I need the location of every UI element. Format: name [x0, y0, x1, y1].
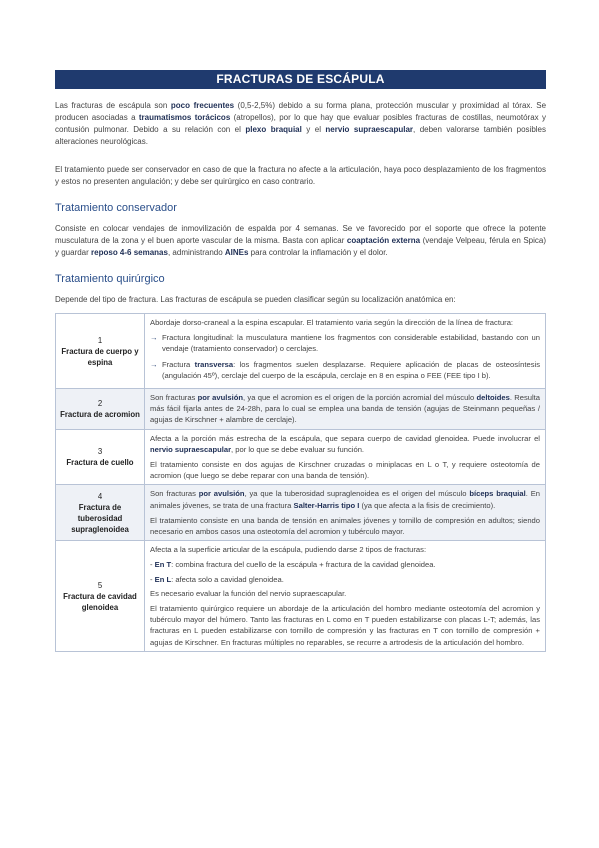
- text-run: : afecta solo a cavidad glenoidea.: [171, 574, 284, 584]
- list-item: [150, 332, 540, 354]
- fracture-number: 1: [97, 335, 103, 345]
- table-row: [56, 429, 546, 485]
- bold-text: reposo 4-6 semanas: [91, 248, 168, 257]
- fracture-description: [145, 389, 546, 430]
- fracture-type-label: [56, 389, 145, 430]
- fracture-number: 2: [97, 398, 103, 408]
- bold-text: deltoides: [476, 393, 510, 403]
- description-paragraph: [150, 544, 540, 555]
- list-item: [150, 359, 540, 381]
- quirurgico-intro: [55, 294, 546, 306]
- arrow-right-icon: →: [150, 359, 158, 369]
- fracture-description: [145, 541, 546, 652]
- fracture-classification-table: [55, 313, 546, 652]
- text-run: Son fracturas: [150, 489, 199, 499]
- text-run: , administrando: [167, 248, 225, 257]
- list-item-text: [162, 359, 540, 381]
- bold-text: nervio supraescapular: [150, 444, 232, 454]
- table-row: [56, 314, 546, 389]
- text-run: Son fracturas: [150, 393, 198, 403]
- fracture-name: Fractura de cavidad glenoidea: [63, 591, 137, 612]
- bold-text: traumatismos torácicos: [138, 113, 231, 122]
- text-run: Fractura: [162, 359, 195, 369]
- fracture-number: 4: [97, 491, 103, 501]
- text-run: , ya que la tuberosidad supraglenoidea es el origen del músculo: [244, 489, 470, 499]
- description-paragraph: [150, 515, 540, 537]
- text-run: El tratamiento quirúrgico requiere un abordaje de la articulación del hombro mediante osteotomía del acromion y tubérculo mayor del húmero. Tanto las fracturas en L como en T pueden estabilizarse con placas L-T; además, las fracturas en L pueden estabilizarse con tornillo de compresión y las fracturas en T con tornillo de compresión + agujas de Kirschner. En fracturas múltiples no reparables, se recurre a artrodesis de la articulación del hombro.: [150, 604, 540, 647]
- text-run: Afecta a la superficie articular de la escápula, pudiendo darse 2 tipos de fracturas:: [150, 545, 427, 555]
- list-item-text: [162, 332, 540, 354]
- text-run: y el: [301, 125, 326, 134]
- arrow-right-icon: →: [150, 333, 158, 343]
- bold-text: transversa: [194, 359, 234, 369]
- bold-text: bíceps braquial: [469, 489, 526, 499]
- text-run: : los fragmentos suelen desplazarse. Requiere aplicación de placas de osteosíntesis (angulación 45º), cerclaje del cuerpo de la escápula, cerclaje en 8 en espina o FEE (FEE tipo I b).: [162, 359, 540, 380]
- fracture-name: Fractura de acromion: [60, 409, 140, 419]
- conservador-paragraph: [55, 223, 546, 259]
- page-title: FRACTURAS DE ESCÁPULA: [55, 70, 546, 89]
- description-paragraph: [150, 588, 540, 599]
- text-run: . Resulta más fácil fijarla antes de 24-28h, para lo cual se emplea una banda de tensión (agujas de Steinmann pequeñas / agujas de Kirschner + alambre de cerclaje).: [150, 393, 540, 425]
- list-item: [150, 574, 540, 585]
- intro-paragraph-1: [55, 100, 546, 148]
- text-run: Es necesario evaluar la función del nervio supraescapular.: [150, 588, 347, 598]
- bold-text: nervio supraescapular: [325, 125, 414, 134]
- text-run: : combina fractura del cuello de la escápula + fractura de la cavidad glenoidea.: [171, 560, 436, 570]
- text-run: Las fracturas de escápula son: [55, 101, 171, 110]
- text-run: (0,5-2,5%) debido a su forma plana, protección muscular y proximidad al tórax. Se producen asociadas a: [55, 101, 547, 122]
- description-paragraph: [150, 603, 540, 648]
- fracture-name: Fractura de cuello: [66, 458, 134, 468]
- fracture-description: [145, 314, 546, 389]
- bold-text: coaptación externa: [346, 236, 421, 245]
- intro-paragraph-2: [55, 164, 546, 188]
- fracture-number: 5: [97, 580, 103, 590]
- bold-text: Salter-Harris tipo I: [293, 500, 360, 510]
- text-run: Abordaje dorso-craneal a la espina escapular. El tratamiento varia según la dirección de la línea de fractura:: [150, 318, 514, 327]
- text-run: para controlar la inflamación y el dolor.: [248, 248, 388, 257]
- fracture-type-label: [56, 485, 145, 541]
- fracture-name: Fractura de cuerpo y espina: [61, 346, 139, 367]
- text-run: Consiste en colocar vendajes de inmovilización de espalda por 4 semanas. Se ve favorecido por el soporte que ofrece la potente musculatura de la zona y el buen aporte vascular de la misma. Basta con aplicar: [55, 224, 546, 245]
- description-paragraph: [150, 433, 540, 455]
- bold-text: por avulsión: [198, 489, 245, 499]
- text-run: Fractura longitudinal: la musculatura mantiene los fragmentos con considerable estabilidad, bastando con un vendaje (tratamiento conservador) o cerclajes.: [162, 333, 540, 354]
- text-run: , ya que el acromion es el origen de la porción acromial del músculo: [243, 393, 477, 403]
- text-run: Depende del tipo de fractura. Las fracturas de escápula se pueden clasificar según su localización anatómica en:: [55, 295, 456, 304]
- description-paragraph: [150, 459, 540, 481]
- text-run: El tratamiento consiste en dos agujas de Kirschner cruzadas o miniplacas en L o T, y requiere osteotomía de acromion (que luego se debe reparar con una banda de tensión).: [150, 460, 540, 481]
- text-run: El tratamiento puede ser conservador en caso de que la fractura no afecte a la articulación, haya poco desplazamiento de los fragmentos y estos no presenten angulación; y debe ser quirúrgico en caso contrario.: [55, 165, 546, 186]
- fracture-name: Fractura de tuberosidad supraglenoidea: [71, 502, 129, 534]
- text-run: (vendaje Velpeau, férula en Spica) y guardar: [55, 236, 546, 257]
- table-row: [56, 485, 546, 541]
- bold-text: por avulsión: [197, 393, 243, 403]
- fracture-description: [145, 429, 546, 485]
- bold-text: poco frecuentes: [170, 101, 235, 110]
- dash-bullet-icon: -: [150, 560, 155, 570]
- bold-text: En L: [154, 574, 172, 584]
- fracture-number: 3: [97, 447, 103, 457]
- text-run: (atropellos), por lo que hay que evaluar posibles fracturas de costillas, neumotórax y contusión pulmonar. Debido a su relación con el: [55, 113, 547, 134]
- fracture-type-label: [56, 429, 145, 485]
- bold-text: En T: [154, 560, 172, 570]
- text-run: , por lo que se debe evaluar su función.: [231, 444, 365, 454]
- dash-bullet-icon: -: [150, 574, 155, 584]
- text-run: . En animales jóvenes, se trata de una fractura: [150, 489, 540, 510]
- fracture-description: [145, 485, 546, 541]
- description-paragraph: [150, 392, 540, 426]
- description-paragraph: [150, 317, 540, 328]
- fracture-type-label: [56, 541, 145, 652]
- text-run: (ya que afecta a la fisis de crecimiento).: [359, 500, 496, 510]
- table-row: [56, 389, 546, 430]
- text-run: Afecta a la porción más estrecha de la escápula, que separa cuerpo de cavidad glenoidea. Puede involucrar el: [150, 433, 540, 443]
- description-paragraph: [150, 488, 540, 510]
- heading-conservador: Tratamiento conservador: [55, 202, 177, 214]
- bold-text: plexo braquial: [245, 125, 302, 134]
- text-run: , deben valorarse también posibles alteraciones neurológicas.: [55, 125, 547, 146]
- fracture-type-label: [56, 314, 145, 389]
- bold-text: AINEs: [224, 248, 249, 257]
- text-run: El tratamiento consiste en una banda de tensión en animales jóvenes y tornillo de compresión en adultos; siendo necesario en ambos casos una osteotomía del acromion y tubérculo mayor.: [150, 515, 540, 537]
- list-item: [150, 559, 540, 570]
- table-row: [56, 541, 546, 652]
- heading-quirurgico: Tratamiento quirúrgico: [55, 273, 165, 285]
